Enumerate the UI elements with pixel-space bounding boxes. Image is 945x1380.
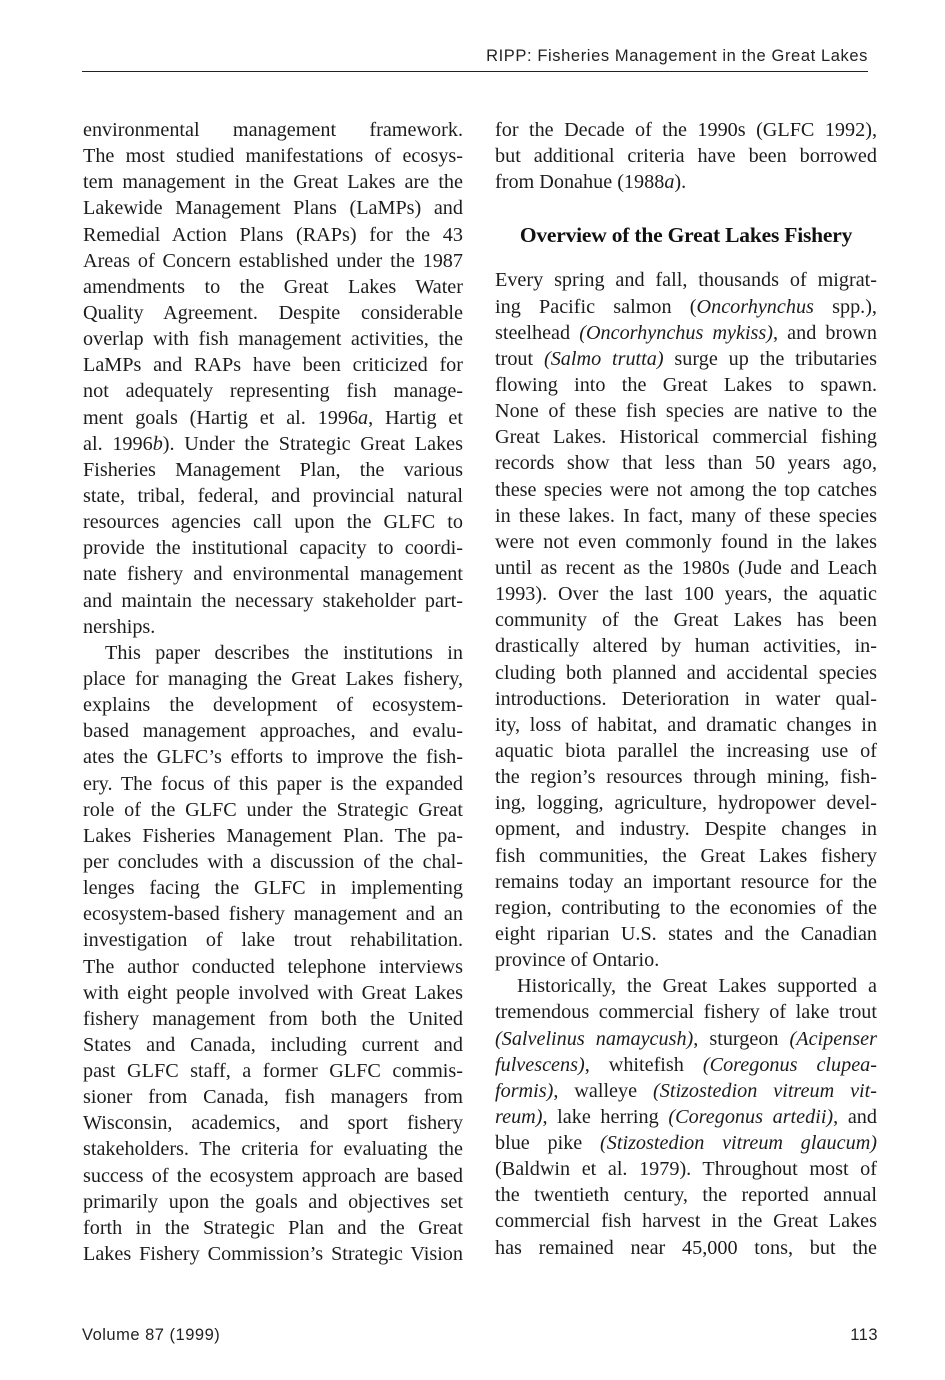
text-line: fulvescens), whitefish (Coregonus clupea- xyxy=(495,1053,877,1076)
text-line: these species were not among the top catches xyxy=(495,478,877,501)
text-line: community of the Great Lakes has been xyxy=(495,609,877,632)
text-line: Quality Agreement. Despite considerable xyxy=(83,301,463,324)
text-line: state, tribal, federal, and provincial natural xyxy=(83,484,463,507)
text-line: None of these fish species are native to the xyxy=(495,400,877,423)
text-line: Lakes Fisheries Management Plan. The pa- xyxy=(83,824,463,847)
text-line: ecosystem-based fishery management and an xyxy=(83,903,463,926)
section-heading: Overview of the Great Lakes Fishery xyxy=(519,223,853,248)
text-line: Lakewide Management Plans (LaMPs) and xyxy=(83,197,463,220)
text-line: has remained near 45,000 tons, but the xyxy=(495,1236,877,1259)
text-line: based management approaches, and evalu- xyxy=(83,720,463,743)
text-line: were not even commonly found in the lakes xyxy=(495,530,877,553)
text-line: cluding both planned and accidental species xyxy=(495,661,877,684)
text-line: The most studied manifestations of ecosys- xyxy=(83,145,463,168)
text-line: States and Canada, including current and xyxy=(83,1033,463,1056)
text-line: explains the development of ecosystem- xyxy=(83,694,463,717)
text-line: from Donahue (1988a). xyxy=(495,171,687,194)
text-line: stakeholders. The criteria for evaluating the xyxy=(83,1138,463,1161)
text-line: steelhead (Oncorhynchus mykiss), and brown xyxy=(495,321,878,344)
text-line: primarily upon the goals and objectives set xyxy=(83,1190,463,1213)
text-line: the region’s resources through mining, fish- xyxy=(495,766,877,789)
text-line: tem management in the Great Lakes are the xyxy=(83,171,463,194)
text-line: past GLFC staff, a former GLFC commis- xyxy=(83,1060,463,1083)
page-number: 113 xyxy=(850,1326,878,1344)
text-line: until as recent as the 1980s (Jude and Leach xyxy=(495,556,877,579)
text-line: opment, and industry. Despite changes in xyxy=(495,818,877,841)
text-line: and maintain the necessary stakeholder part- xyxy=(83,589,463,612)
text-line: Remedial Action Plans (RAPs) for the 43 xyxy=(83,223,463,246)
text-line: the twentieth century, the reported annual xyxy=(495,1184,877,1207)
text-line: Areas of Concern established under the 1987 xyxy=(83,249,463,272)
text-line: al. 1996b). Under the Strategic Great Lakes xyxy=(83,432,463,455)
text-line: ing, logging, agriculture, hydropower devel- xyxy=(495,792,877,815)
text-line: fishery management from both the United xyxy=(83,1007,463,1030)
text-line: formis), walleye (Stizostedion vitreum vit- xyxy=(495,1079,877,1102)
text-line: reum), lake herring (Coregonus artedii), and xyxy=(495,1105,877,1128)
text-line: place for managing the Great Lakes fishery, xyxy=(83,667,463,690)
text-line: ment goals (Hartig et al. 1996a, Hartig et xyxy=(83,406,463,429)
text-line: tremendous commercial fishery of lake trout xyxy=(495,1001,877,1024)
text-line: Every spring and fall, thousands of migrat- xyxy=(495,269,877,292)
text-line: ity, loss of habitat, and dramatic changes in xyxy=(495,713,877,736)
left-column xyxy=(83,117,463,1267)
running-head: RIPP: Fisheries Management in the Great Lakes xyxy=(486,47,868,65)
text-line: Fisheries Management Plan, the various xyxy=(83,458,463,481)
text-line: 1993). Over the last 100 years, the aquatic xyxy=(495,583,877,606)
text-line: but additional criteria have been borrowed xyxy=(495,145,877,168)
text-line: per concludes with a discussion of the chal- xyxy=(83,850,463,873)
text-line: forth in the Strategic Plan and the Great xyxy=(83,1216,463,1239)
text-line: in these lakes. In fact, many of these species xyxy=(495,504,877,527)
header-rule xyxy=(82,71,868,72)
text-line: environmental management framework. xyxy=(83,119,463,141)
paragraph-start-line: This paper describes the institutions in xyxy=(105,641,463,664)
text-line: blue pike (Stizostedion vitreum glaucum) xyxy=(495,1132,878,1155)
text-line: amendments to the Great Lakes Water xyxy=(83,275,463,298)
text-line: The author conducted telephone interviews xyxy=(83,955,463,978)
text-line: sioner from Canada, fish managers from xyxy=(83,1086,463,1109)
text-line: drastically altered by human activities, in- xyxy=(495,635,877,658)
text-line: ing Pacific salmon (Oncorhynchus spp.), xyxy=(495,295,877,318)
text-line: region, contributing to the economies of the xyxy=(495,896,877,919)
text-line: nerships. xyxy=(83,615,156,638)
text-line: lenges facing the GLFC in implementing xyxy=(83,877,463,900)
text-line: (Baldwin et al. 1979). Throughout most of xyxy=(495,1158,877,1181)
text-line: ates the GLFC’s efforts to improve the fish- xyxy=(83,746,463,769)
text-line: fish communities, the Great Lakes fishery xyxy=(495,844,877,867)
text-line: Great Lakes. Historical commercial fishing xyxy=(495,426,877,449)
text-line: Lakes Fishery Commission’s Strategic Vision xyxy=(83,1243,463,1266)
right-column xyxy=(495,117,877,1261)
text-line: records show that less than 50 years ago, xyxy=(495,452,877,475)
text-line: success of the ecosystem approach are based xyxy=(83,1164,463,1187)
text-line: province of Ontario. xyxy=(495,949,660,972)
text-line: Wisconsin, academics, and sport fishery xyxy=(83,1112,463,1135)
text-line: eight riparian U.S. states and the Canadian xyxy=(495,922,877,945)
text-line: ery. The focus of this paper is the expanded xyxy=(83,772,463,795)
text-line: with eight people involved with Great Lakes xyxy=(83,981,463,1004)
footer-volume: Volume 87 (1999) xyxy=(82,1326,221,1344)
text-line: investigation of lake trout rehabilitation. xyxy=(83,929,463,952)
text-line: for the Decade of the 1990s (GLFC 1992), xyxy=(495,119,877,141)
paragraph-start-line: Historically, the Great Lakes supported a xyxy=(517,975,877,998)
text-line: (Salvelinus namaycush), sturgeon (Acipenser xyxy=(495,1027,877,1050)
text-line: LaMPs and RAPs have been criticized for xyxy=(83,354,463,377)
text-line: introductions. Deterioration in water qual- xyxy=(495,687,877,710)
text-line: nate fishery and environmental management xyxy=(83,563,463,586)
text-line: role of the GLFC under the Strategic Great xyxy=(83,798,463,821)
text-line: commercial fish harvest in the Great Lakes xyxy=(495,1210,877,1233)
text-line: overlap with fish management activities, the xyxy=(83,328,463,351)
text-line: trout (Salmo trutta) surge up the tributaries xyxy=(495,347,877,370)
text-line: remains today an important resource for the xyxy=(495,870,877,893)
text-line: aquatic biota parallel the increasing use of xyxy=(495,739,877,762)
text-line: not adequately representing fish manage- xyxy=(83,380,463,403)
text-line: resources agencies call upon the GLFC to xyxy=(83,511,463,534)
text-line: provide the institutional capacity to coordi- xyxy=(83,537,463,560)
text-line: flowing into the Great Lakes to spawn. xyxy=(495,373,877,396)
